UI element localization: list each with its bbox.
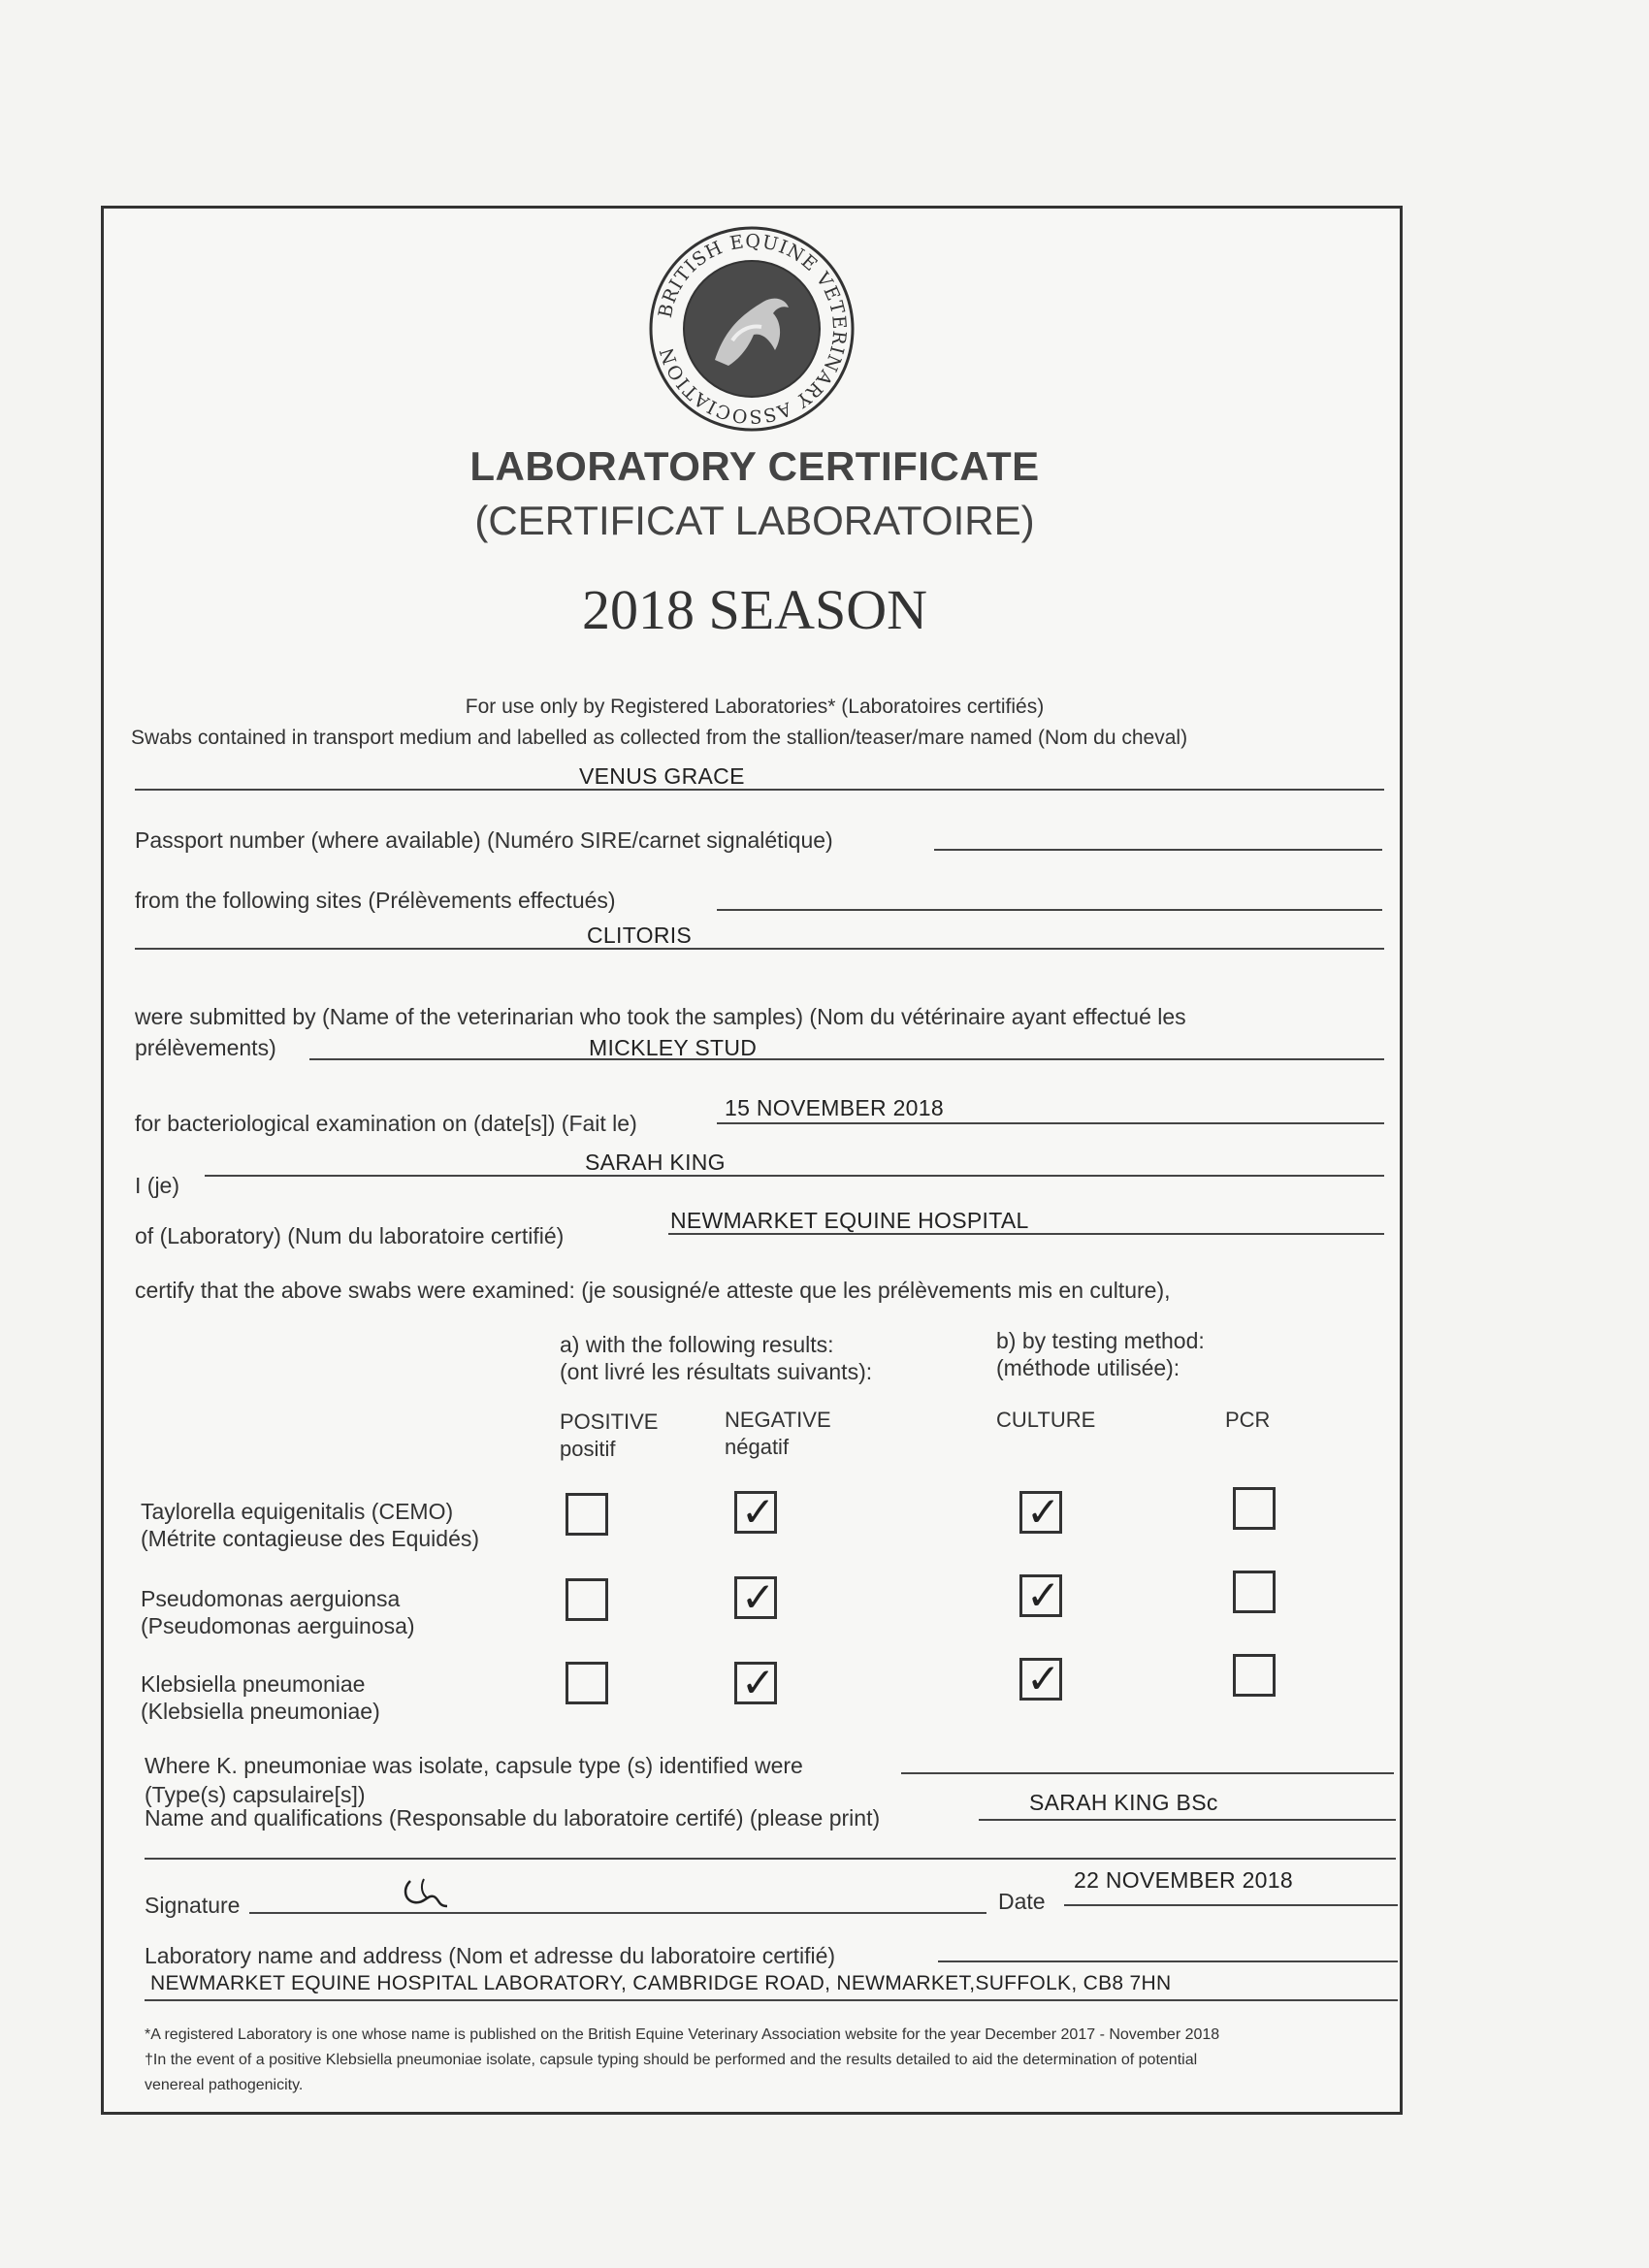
beva-seal-logo [647, 224, 857, 434]
row-3-name-2: (Klebsiella pneumoniae) [141, 1699, 380, 1724]
row-2-culture-checkbox[interactable] [1019, 1571, 1062, 1619]
season-heading: 2018 SEASON [581, 578, 928, 641]
signature-label: Signature [145, 1893, 241, 1918]
submitted-line [309, 1058, 1384, 1060]
submitted-label-2: prélèvements) [135, 1035, 276, 1060]
i-line [205, 1175, 1384, 1177]
title: LABORATORY CERTIFICATE [469, 443, 1040, 489]
lab-line [668, 1233, 1384, 1235]
row-1-negative-tick: ✓ [741, 1488, 776, 1536]
col-culture: CULTURE [996, 1408, 1096, 1432]
row-1-negative-checkbox[interactable] [734, 1488, 777, 1536]
submitted-value: MICKLEY STUD [589, 1035, 758, 1060]
row-1-culture-checkbox[interactable] [1019, 1488, 1062, 1536]
lab-label: of (Laboratory) (Num du laboratoire certifié) [135, 1223, 565, 1248]
exam-label: for bacteriological examination on (date[s]) (Fait le) [135, 1111, 637, 1136]
row-2-culture-tick: ✓ [1026, 1571, 1061, 1619]
row-3-culture-checkbox[interactable] [1019, 1655, 1062, 1702]
lab-value: NEWMARKET EQUINE HOSPITAL [670, 1208, 1029, 1233]
date-value: 22 NOVEMBER 2018 [1074, 1867, 1293, 1893]
row-2-positive-checkbox[interactable] [566, 1578, 608, 1621]
row-2-negative-checkbox[interactable] [734, 1573, 777, 1621]
subtitle: (CERTIFICAT LABORATOIRE) [474, 498, 1035, 543]
submitted-label-1: were submitted by (Name of the veterinarian who took the samples) (Nom du vétérinaire ayant effectué les [135, 1004, 1186, 1029]
method-header-2: (méthode utilisée): [996, 1355, 1180, 1380]
row-3-pcr-checkbox[interactable] [1233, 1654, 1276, 1697]
row-1-name-1: Taylorella equigenitalis (CEMO) [141, 1499, 454, 1524]
date-label: Date [998, 1889, 1046, 1914]
results-header-2: (ont livré les résultats suivants): [560, 1359, 873, 1384]
row-3-positive-checkbox[interactable] [566, 1662, 608, 1704]
row-3-negative-checkbox[interactable] [734, 1659, 777, 1706]
capsule-label-2: (Type(s) capsulaire[s]) [145, 1782, 366, 1807]
passport-label: Passport number (where available) (Numéro SIRE/carnet signalétique) [135, 827, 833, 853]
results-header-1: a) with the following results: [560, 1332, 834, 1357]
row-3-name-1: Klebsiella pneumoniae [141, 1671, 366, 1697]
row-2-negative-tick: ✓ [741, 1573, 776, 1621]
sites-value: CLITORIS [587, 923, 693, 948]
row-1-name-2: (Métrite contagieuse des Equidés) [141, 1526, 480, 1551]
sites-label: from the following sites (Prélèvements effectués) [135, 888, 616, 913]
name-qual-line-2 [145, 1858, 1396, 1860]
capsule-line [901, 1772, 1394, 1774]
signature-line [249, 1912, 986, 1914]
address-line-1 [938, 1960, 1398, 1962]
name-qual-label: Name and qualifications (Responsable du laboratoire certifé) (please print) [145, 1805, 881, 1831]
row-1-pcr-checkbox[interactable] [1233, 1487, 1276, 1530]
sites-line-2 [135, 948, 1384, 950]
address-line-2 [145, 1999, 1398, 2001]
svg-text:BRITISH EQUINE VETERINARY ASSO: BRITISH EQUINE VETERINARY ASSOCIATION [654, 230, 851, 428]
sites-line-1 [717, 909, 1382, 911]
i-value: SARAH KING [585, 1150, 726, 1175]
row-2-name-1: Pseudomonas aerguionsa [141, 1586, 401, 1611]
name-qual-value: SARAH KING BSc [1029, 1790, 1218, 1815]
row-3-negative-tick: ✓ [741, 1659, 776, 1706]
footnote-3: venereal pathogenicity. [145, 2077, 304, 2093]
row-3-culture-tick: ✓ [1026, 1655, 1061, 1702]
col-pcr: PCR [1225, 1408, 1271, 1432]
name-qual-line [979, 1819, 1396, 1821]
i-label: I (je) [135, 1173, 179, 1198]
footnote-2: †In the event of a positive Klebsiella pneumoniae isolate, capsule typing should be performed and the results detailed to aid the determination of potential [145, 2052, 1198, 2068]
address-value: NEWMARKET EQUINE HOSPITAL LABORATORY, CAMBRIDGE ROAD, NEWMARKET,SUFFOLK, CB8 7HN [150, 1972, 1172, 1994]
row-2-pcr-checkbox[interactable] [1233, 1571, 1276, 1613]
row-1-positive-checkbox[interactable] [566, 1493, 608, 1536]
date-line [1064, 1904, 1398, 1906]
horse-name-value: VENUS GRACE [579, 763, 745, 789]
certify-text: certify that the above swabs were examined: (je sousigné/e atteste que les prélèvements mis en culture), [135, 1278, 1171, 1303]
certificate-sheet [101, 206, 1403, 2115]
signature-scribble [395, 1873, 472, 1916]
col-negative-1: NEGATIVE [725, 1408, 831, 1432]
row-1-culture-tick: ✓ [1026, 1488, 1061, 1536]
address-label: Laboratory name and address (Nom et adresse du laboratoire certifié) [145, 1943, 836, 1968]
col-positive-1: POSITIVE [560, 1409, 659, 1434]
intro-line-1: For use only by Registered Laboratories* (Laboratoires certifiés) [465, 696, 1045, 718]
horse-name-line [135, 789, 1384, 791]
method-header-1: b) by testing method: [996, 1328, 1205, 1353]
passport-line [934, 849, 1382, 851]
capsule-label-1: Where K. pneumoniae was isolate, capsule type (s) identified were [145, 1753, 803, 1778]
footnote-1: *A registered Laboratory is one whose name is published on the British Equine Veterinary Association website for the year December 2017 - November 2018 [145, 2026, 1220, 2043]
row-2-name-2: (Pseudomonas aerguinosa) [141, 1613, 415, 1638]
exam-date-line [717, 1122, 1384, 1124]
intro-line-2: Swabs contained in transport medium and labelled as collected from the stallion/teaser/mare named (Nom du cheval) [131, 727, 1188, 749]
exam-date-value: 15 NOVEMBER 2018 [725, 1095, 944, 1120]
col-positive-2: positif [560, 1437, 616, 1461]
col-negative-2: négatif [725, 1435, 790, 1459]
